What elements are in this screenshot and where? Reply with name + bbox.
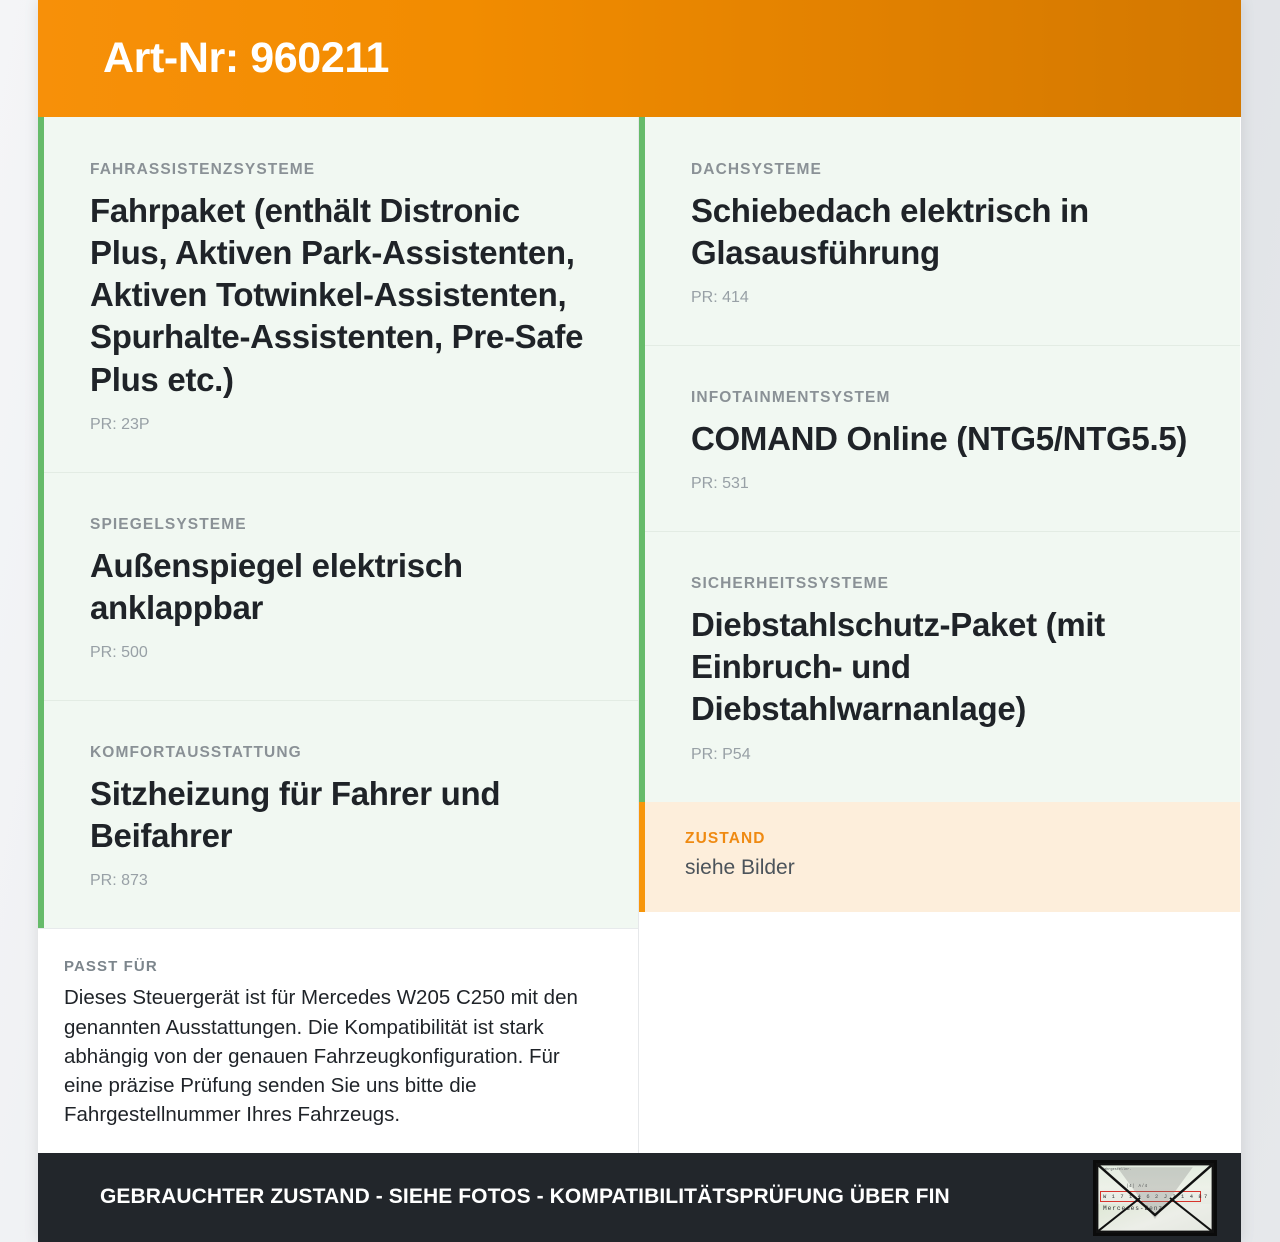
condition-label: ZUSTAND [685,829,766,847]
vin-number: W 1 7 1 4 6 2 J 3 1 4 8 [1103,1194,1203,1200]
vin-document-image [1096,1163,1214,1233]
feature-title: Schiebedach elektrisch in Glasausführung [691,191,1089,271]
header-bar [38,0,1241,117]
footer-bar [38,1153,1241,1242]
feature-card [639,117,1240,345]
feature-title: COMAND Online (NTG5/NTG5.5) [691,419,1188,457]
feature-category: DACHSYSTEME [691,161,822,178]
content-columns [38,117,1241,1153]
envelope-icon [1096,1163,1214,1233]
feature-title: Sitzheizung für Fahrer und Beifahrer [90,774,501,855]
document-code-line: |4| A/4 [1126,1185,1148,1189]
left-column [38,117,639,1153]
fits-for-section [38,928,638,1155]
feature-category: SICHERHEITSSYSTEME [691,575,890,593]
feature-card [38,700,638,928]
feature-pr-code: PR: 531 [691,475,749,493]
fits-for-text: Dieses Steuergerät ist für Mercedes W205 C250 mit den genannten Ausstattungen. Die Kompatibilität ist stark abhängig von der genauen Fahrzeugkonfiguration. Für eine präzise Prüfung senden Sie uns bitte die Fahrgestellnummer Ihres Fahrzeugs. [64,986,578,1126]
feature-category: INFOTAINMENTSYSTEM [691,389,891,407]
document-caption: Fahrgestellnr. [1102,1168,1132,1172]
feature-title: Diebstahlschutz-Paket (mit Einbruch- und Diebstahlwarnanlage) [691,605,1105,728]
feature-title: Fahrpaket (enthält Distronic Plus, Aktiven Park-Assistenten, Aktiven Totwinkel-Assistenten, Spurhalte-Assistenten, Pre-Safe Plus etc.) [90,191,584,398]
feature-category: KOMFORTAUSSTATTUNG [90,744,302,762]
feature-pr-code: PR: 873 [90,872,148,890]
feature-pr-code: PR: 23P [90,415,150,433]
page-title: Art-Nr: 960211 [103,33,389,82]
feature-card [639,345,1240,531]
document-brand: Mercedes-Benz [1103,1205,1163,1212]
feature-pr-code: PR: 500 [90,644,148,662]
right-column-filler [639,912,1240,1153]
vin-number-tail: 7 [1204,1194,1208,1200]
condition-value: siehe Bilder [685,856,795,880]
right-column [639,117,1240,1153]
feature-title: Außenspiegel elektrisch anklappbar [90,546,463,626]
feature-pr-code: PR: P54 [691,745,751,763]
condition-card [639,802,1240,912]
feature-card [38,117,638,472]
feature-pr-code: PR: 414 [691,289,749,307]
feature-category: FAHRASSISTENZSYSTEME [90,161,316,178]
fits-for-label: PASST FÜR [64,958,158,976]
footer-notice: GEBRAUCHTER ZUSTAND - SIEHE FOTOS - KOMPATIBILITÄTSPRÜFUNG ÜBER FIN [100,1185,950,1209]
feature-category: SPIEGELSYSTEME [90,515,247,533]
product-info-card [38,0,1241,1242]
feature-card [639,531,1240,801]
vin-document-thumbnail [1093,1160,1217,1236]
feature-card [38,472,638,700]
